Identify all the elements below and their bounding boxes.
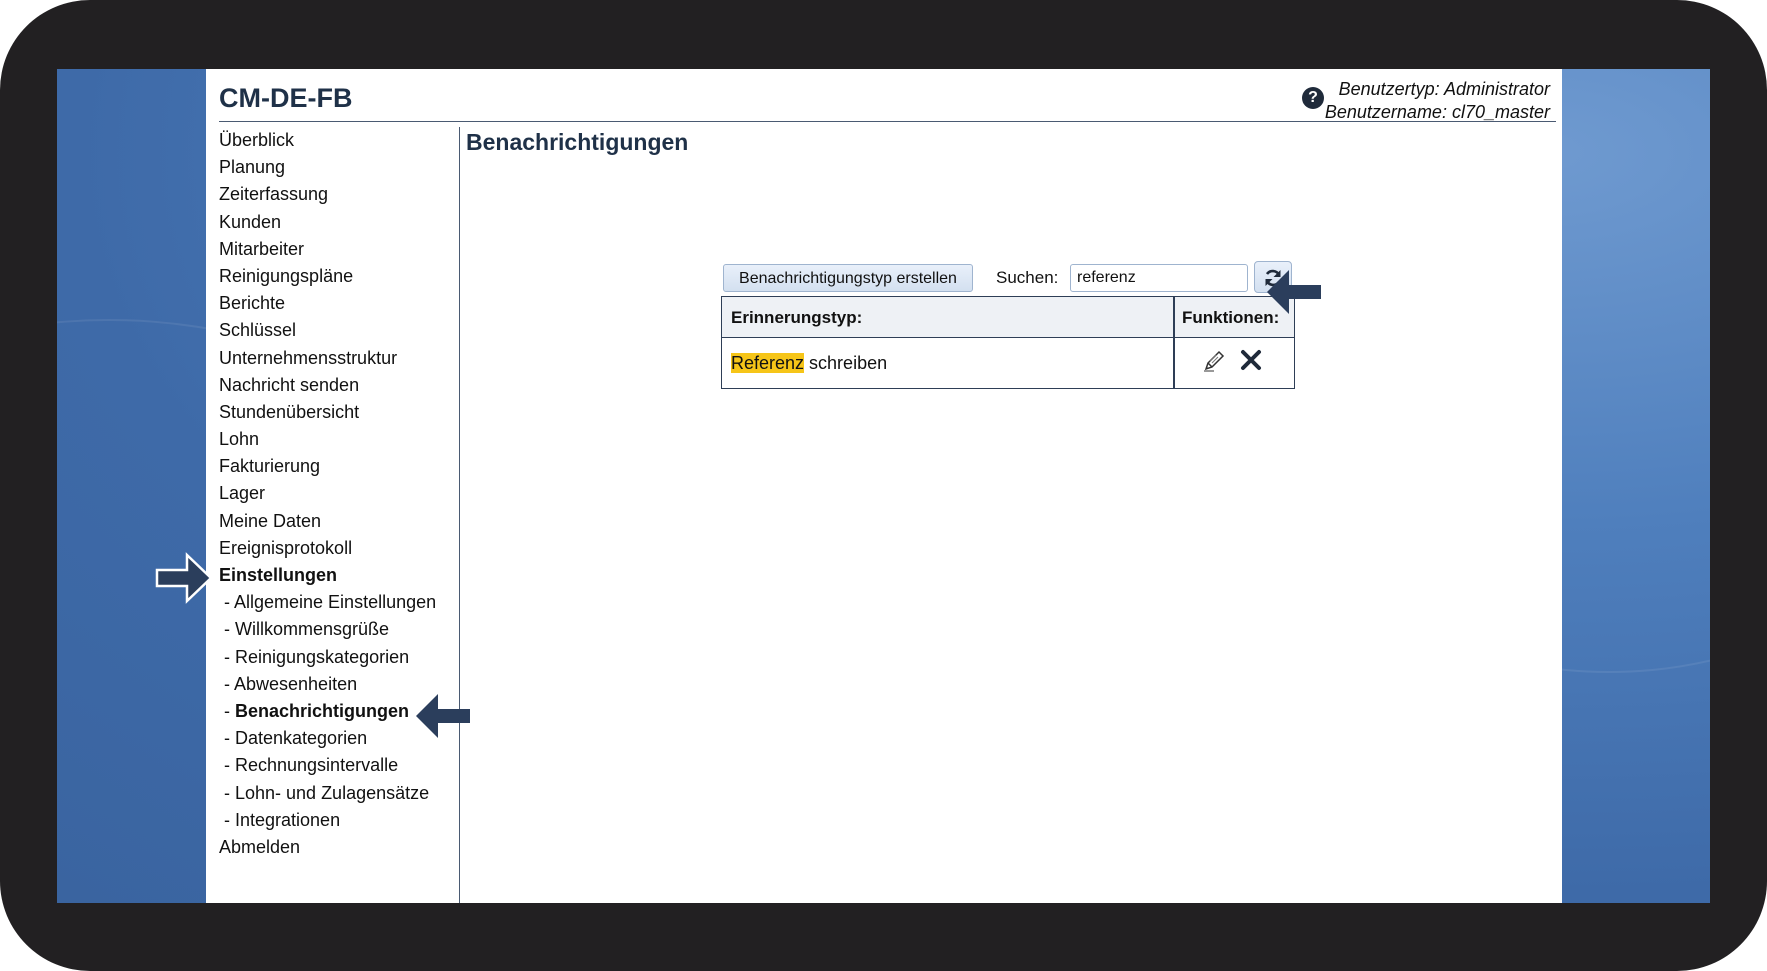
arrow-left-icon — [1265, 267, 1323, 317]
sidebar-item-label: Fakturierung — [219, 456, 321, 477]
sidebar-item-integrationen[interactable] — [219, 807, 459, 834]
sidebar-item-label: - Willkommensgrüße — [224, 619, 390, 640]
sidebar-item-label: Mitarbeiter — [219, 238, 305, 259]
sidebar-item-label: Planung — [219, 157, 286, 178]
sidebar-item-label: Ereignisprotokoll — [219, 537, 353, 558]
sidebar-item-reinigungspläne[interactable] — [219, 263, 459, 290]
sidebar-item-allgemeine-einstellungen[interactable] — [219, 589, 459, 616]
sidebar-item-abmelden[interactable] — [219, 834, 459, 861]
user-name: Benutzername: cl70_master — [1324, 102, 1550, 122]
help-icon[interactable]: ? — [1302, 87, 1324, 109]
sidebar-item-willkommensgrüße[interactable] — [219, 616, 459, 643]
sidebar-item-planung[interactable] — [219, 154, 459, 181]
arrow-left-icon — [414, 691, 472, 741]
search-highlight: Referenz — [731, 353, 805, 373]
sidebar-item-zeiterfassung[interactable] — [219, 181, 459, 208]
page-title: Benachrichtigungen — [466, 129, 689, 155]
user-info — [1325, 78, 1550, 124]
sidebar-nav — [219, 127, 459, 861]
column-divider — [1173, 297, 1175, 388]
sidebar-item-label: - Lohn- und Zulagensätze — [224, 782, 430, 803]
sidebar-item-rechnungsintervalle[interactable] — [219, 752, 459, 779]
sidebar-item-überblick[interactable] — [219, 127, 459, 154]
sidebar-item-fakturierung[interactable] — [219, 453, 459, 480]
table-row — [731, 353, 887, 374]
arrow-right-icon — [155, 552, 215, 604]
sidebar-item-label: Abmelden — [219, 836, 301, 857]
user-type: Benutzertyp: Administrator — [1338, 79, 1550, 99]
sidebar-item-label: - Datenkategorien — [224, 728, 368, 749]
sidebar-item-nachricht-senden[interactable] — [219, 372, 459, 399]
sidebar-item-meine-daten[interactable] — [219, 508, 459, 535]
search-label: Suchen: — [996, 268, 1059, 287]
sidebar-item-label: - Reinigungskategorien — [224, 646, 410, 667]
sidebar-item-label: Meine Daten — [219, 510, 322, 531]
app-title: CM-DE-FB — [219, 83, 353, 113]
sidebar-item-label: Benachrichtigungen — [235, 700, 410, 721]
sidebar-item-label: - Allgemeine Einstellungen — [224, 592, 437, 613]
search-input[interactable] — [1070, 264, 1248, 292]
sidebar-item-label: - Rechnungsintervalle — [224, 755, 399, 776]
delete-x-icon[interactable] — [1239, 348, 1263, 377]
sidebar-item-schlüssel[interactable] — [219, 317, 459, 344]
sidebar-item-label: Unternehmensstruktur — [219, 347, 398, 368]
sidebar-item-label: Einstellungen — [219, 565, 338, 585]
notification-types-table — [721, 296, 1295, 389]
column-header-type: Erinnerungstyp: — [731, 308, 863, 327]
column-header-functions: Funktionen: — [1182, 308, 1280, 327]
sidebar-item-label: Kunden — [219, 211, 282, 232]
sidebar-item-label: Nachricht senden — [219, 374, 360, 395]
sidebar-item-label: Zeiterfassung — [219, 184, 329, 205]
sidebar-item-einstellungen[interactable] — [219, 562, 459, 589]
sidebar-item-mitarbeiter[interactable] — [219, 236, 459, 263]
sidebar-item-lohn[interactable] — [219, 426, 459, 453]
table-header — [722, 297, 1294, 338]
sidebar-item-unternehmensstruktur[interactable] — [219, 345, 459, 372]
app-window — [206, 69, 1562, 903]
sidebar-item-label: Lager — [219, 483, 266, 504]
sidebar-item-lohn-und-zulagensätze[interactable] — [219, 780, 459, 807]
sidebar — [219, 127, 460, 903]
sidebar-item-label: - Integrationen — [224, 809, 341, 830]
edit-pencil-icon[interactable] — [1202, 349, 1226, 378]
sidebar-item-label: - Abwesenheiten — [224, 673, 358, 694]
sidebar-item-lager[interactable] — [219, 480, 459, 507]
create-notification-type-button[interactable]: Benachrichtigungstyp erstellen — [723, 264, 973, 292]
sidebar-item-stundenübersicht[interactable] — [219, 399, 459, 426]
sidebar-item-label: Überblick — [219, 130, 295, 150]
sidebar-item-label: Reinigungspläne — [219, 265, 354, 286]
app-header — [219, 69, 1556, 122]
sidebar-item-label: Berichte — [219, 293, 286, 314]
sidebar-item-label: Stundenübersicht — [219, 401, 360, 422]
main-content — [461, 127, 1556, 903]
sidebar-item-label: Lohn — [219, 429, 260, 450]
sidebar-item-reinigungskategorien[interactable] — [219, 644, 459, 671]
sidebar-item-ereignisprotokoll[interactable] — [219, 535, 459, 562]
row-text-rest: schreiben — [804, 353, 888, 373]
sidebar-item-prefix: - — [224, 700, 235, 721]
sidebar-item-berichte[interactable] — [219, 290, 459, 317]
sidebar-item-label: Schlüssel — [219, 320, 297, 341]
sidebar-item-kunden[interactable] — [219, 209, 459, 236]
